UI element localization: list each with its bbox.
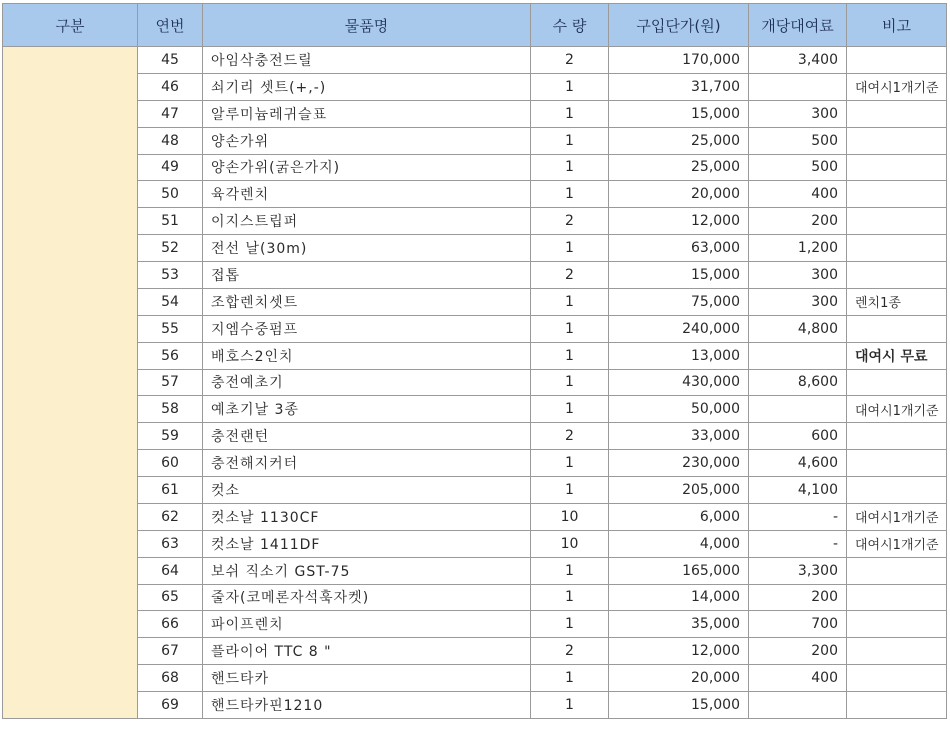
table-row <box>3 181 947 208</box>
item-quantity: 10 <box>531 503 609 530</box>
header-unit-price: 구입단가(원) <box>609 4 749 47</box>
item-note <box>847 369 947 396</box>
table-row <box>3 127 947 154</box>
item-quantity: 1 <box>531 369 609 396</box>
rental-fee: 8,600 <box>749 369 847 396</box>
unit-price: 170,000 <box>609 47 749 74</box>
unit-price: 50,000 <box>609 396 749 423</box>
unit-price: 6,000 <box>609 503 749 530</box>
item-note <box>847 423 947 450</box>
row-number: 66 <box>138 611 203 638</box>
table-row <box>3 665 947 692</box>
item-note <box>847 557 947 584</box>
table-row <box>3 584 947 611</box>
item-quantity: 1 <box>531 396 609 423</box>
unit-price: 35,000 <box>609 611 749 638</box>
item-quantity: 1 <box>531 127 609 154</box>
item-name: 지엠수중펌프 <box>203 315 531 342</box>
rental-fee: 600 <box>749 423 847 450</box>
item-quantity: 2 <box>531 638 609 665</box>
unit-price: 13,000 <box>609 342 749 369</box>
row-number: 60 <box>138 450 203 477</box>
item-name: 조합렌치셋트 <box>203 288 531 315</box>
table-row <box>3 557 947 584</box>
table-row <box>3 638 947 665</box>
table-row <box>3 423 947 450</box>
item-name: 쇠기리 셋트(+,-) <box>203 73 531 100</box>
item-quantity: 1 <box>531 342 609 369</box>
table-row <box>3 100 947 127</box>
item-note <box>847 611 947 638</box>
row-number: 50 <box>138 181 203 208</box>
rental-fee: 4,100 <box>749 477 847 504</box>
unit-price: 230,000 <box>609 450 749 477</box>
table-row <box>3 73 947 100</box>
table-row <box>3 315 947 342</box>
item-quantity: 1 <box>531 100 609 127</box>
table-row <box>3 288 947 315</box>
unit-price: 12,000 <box>609 208 749 235</box>
rental-fee: 300 <box>749 100 847 127</box>
rental-fee <box>749 73 847 100</box>
item-quantity: 2 <box>531 423 609 450</box>
unit-price: 31,700 <box>609 73 749 100</box>
unit-price: 15,000 <box>609 262 749 289</box>
item-note <box>847 100 947 127</box>
row-number: 61 <box>138 477 203 504</box>
item-note <box>847 665 947 692</box>
item-name: 컷소날 1130CF <box>203 503 531 530</box>
item-name: 플라이어 TTC 8 " <box>203 638 531 665</box>
row-number: 59 <box>138 423 203 450</box>
row-number: 45 <box>138 47 203 74</box>
item-quantity: 1 <box>531 692 609 719</box>
rental-fee: 200 <box>749 208 847 235</box>
item-note <box>847 262 947 289</box>
row-number: 48 <box>138 127 203 154</box>
item-name: 충전랜턴 <box>203 423 531 450</box>
header-row <box>3 4 947 47</box>
item-name: 예초기날 3종 <box>203 396 531 423</box>
row-number: 62 <box>138 503 203 530</box>
rental-fee: 300 <box>749 288 847 315</box>
table-row <box>3 369 947 396</box>
row-number: 57 <box>138 369 203 396</box>
item-quantity: 2 <box>531 47 609 74</box>
rental-fee: 200 <box>749 638 847 665</box>
unit-price: 25,000 <box>609 127 749 154</box>
item-name: 양손가위 <box>203 127 531 154</box>
table-row <box>3 530 947 557</box>
item-name: 핸드타카핀1210 <box>203 692 531 719</box>
item-name: 양손가위(굵은가지) <box>203 154 531 181</box>
item-quantity: 1 <box>531 584 609 611</box>
row-number: 63 <box>138 530 203 557</box>
item-name: 충전예초기 <box>203 369 531 396</box>
rental-fee: 3,400 <box>749 47 847 74</box>
table-row <box>3 235 947 262</box>
unit-price: 205,000 <box>609 477 749 504</box>
unit-price: 25,000 <box>609 154 749 181</box>
rental-fee: 200 <box>749 584 847 611</box>
item-name: 컷소날 1411DF <box>203 530 531 557</box>
item-quantity: 1 <box>531 450 609 477</box>
category-cell <box>3 47 138 719</box>
item-note: 렌치1종 <box>847 288 947 315</box>
rental-fee: 700 <box>749 611 847 638</box>
item-note <box>847 181 947 208</box>
item-quantity: 1 <box>531 611 609 638</box>
row-number: 64 <box>138 557 203 584</box>
item-name: 전선 날(30m) <box>203 235 531 262</box>
table-row <box>3 154 947 181</box>
row-number: 54 <box>138 288 203 315</box>
unit-price: 15,000 <box>609 692 749 719</box>
item-name: 컷소 <box>203 477 531 504</box>
table-row <box>3 503 947 530</box>
table-row <box>3 396 947 423</box>
item-name: 이지스트립퍼 <box>203 208 531 235</box>
table-body <box>3 47 947 719</box>
item-note: 대여시1개기준 <box>847 73 947 100</box>
item-name: 배호스2인치 <box>203 342 531 369</box>
row-number: 49 <box>138 154 203 181</box>
row-number: 51 <box>138 208 203 235</box>
item-note <box>847 235 947 262</box>
row-number: 56 <box>138 342 203 369</box>
item-quantity: 10 <box>531 530 609 557</box>
rental-fee: 3,300 <box>749 557 847 584</box>
item-name: 접톱 <box>203 262 531 289</box>
item-name: 아임삭충전드릴 <box>203 47 531 74</box>
unit-price: 165,000 <box>609 557 749 584</box>
item-quantity: 1 <box>531 665 609 692</box>
row-number: 69 <box>138 692 203 719</box>
item-name: 줄자(코메론자석훅자켓) <box>203 584 531 611</box>
unit-price: 430,000 <box>609 369 749 396</box>
unit-price: 20,000 <box>609 665 749 692</box>
item-note: 대여시1개기준 <box>847 530 947 557</box>
item-quantity: 2 <box>531 208 609 235</box>
unit-price: 63,000 <box>609 235 749 262</box>
rental-fee: - <box>749 503 847 530</box>
unit-price: 75,000 <box>609 288 749 315</box>
unit-price: 20,000 <box>609 181 749 208</box>
rental-fee: 400 <box>749 181 847 208</box>
row-number: 67 <box>138 638 203 665</box>
header-note: 비고 <box>847 4 947 47</box>
table-row <box>3 611 947 638</box>
header-rental-fee: 개당대여료 <box>749 4 847 47</box>
header-no: 연번 <box>138 4 203 47</box>
item-note <box>847 638 947 665</box>
rental-fee <box>749 692 847 719</box>
item-note <box>847 584 947 611</box>
item-quantity: 1 <box>531 73 609 100</box>
item-name: 충전해지커터 <box>203 450 531 477</box>
item-note <box>847 208 947 235</box>
rental-fee: 500 <box>749 154 847 181</box>
item-note <box>847 47 947 74</box>
header-category: 구분 <box>3 4 138 47</box>
table-row <box>3 208 947 235</box>
row-number: 58 <box>138 396 203 423</box>
table-row <box>3 342 947 369</box>
unit-price: 14,000 <box>609 584 749 611</box>
row-number: 68 <box>138 665 203 692</box>
item-note: 대여시1개기준 <box>847 396 947 423</box>
rental-fee: 500 <box>749 127 847 154</box>
rental-fee: 1,200 <box>749 235 847 262</box>
rental-fee: 300 <box>749 262 847 289</box>
table-row <box>3 262 947 289</box>
rental-fee <box>749 396 847 423</box>
item-quantity: 1 <box>531 477 609 504</box>
row-number: 47 <box>138 100 203 127</box>
header-item-name: 물품명 <box>203 4 531 47</box>
rental-fee: - <box>749 530 847 557</box>
rental-fee: 400 <box>749 665 847 692</box>
unit-price: 33,000 <box>609 423 749 450</box>
item-note <box>847 315 947 342</box>
unit-price: 15,000 <box>609 100 749 127</box>
item-name: 알루미늄레귀슬표 <box>203 100 531 127</box>
item-quantity: 2 <box>531 262 609 289</box>
row-number: 52 <box>138 235 203 262</box>
table-row <box>3 47 947 74</box>
unit-price: 12,000 <box>609 638 749 665</box>
item-note <box>847 127 947 154</box>
item-note: 대여시 무료 <box>847 342 947 369</box>
item-note <box>847 154 947 181</box>
rental-items-table <box>2 3 947 719</box>
item-quantity: 1 <box>531 235 609 262</box>
item-name: 육각렌치 <box>203 181 531 208</box>
row-number: 65 <box>138 584 203 611</box>
item-note: 대여시1개기준 <box>847 503 947 530</box>
item-quantity: 1 <box>531 557 609 584</box>
item-name: 보쉬 직소기 GST-75 <box>203 557 531 584</box>
rental-fee <box>749 342 847 369</box>
rental-fee: 4,600 <box>749 450 847 477</box>
table-row <box>3 477 947 504</box>
item-note <box>847 477 947 504</box>
row-number: 53 <box>138 262 203 289</box>
unit-price: 240,000 <box>609 315 749 342</box>
table-row <box>3 692 947 719</box>
item-note <box>847 450 947 477</box>
rental-fee: 4,800 <box>749 315 847 342</box>
item-note <box>847 692 947 719</box>
table-row <box>3 450 947 477</box>
item-quantity: 1 <box>531 181 609 208</box>
item-quantity: 1 <box>531 288 609 315</box>
item-name: 핸드타카 <box>203 665 531 692</box>
item-name: 파이프렌치 <box>203 611 531 638</box>
row-number: 46 <box>138 73 203 100</box>
header-quantity: 수 량 <box>531 4 609 47</box>
row-number: 55 <box>138 315 203 342</box>
item-quantity: 1 <box>531 154 609 181</box>
unit-price: 4,000 <box>609 530 749 557</box>
item-quantity: 1 <box>531 315 609 342</box>
